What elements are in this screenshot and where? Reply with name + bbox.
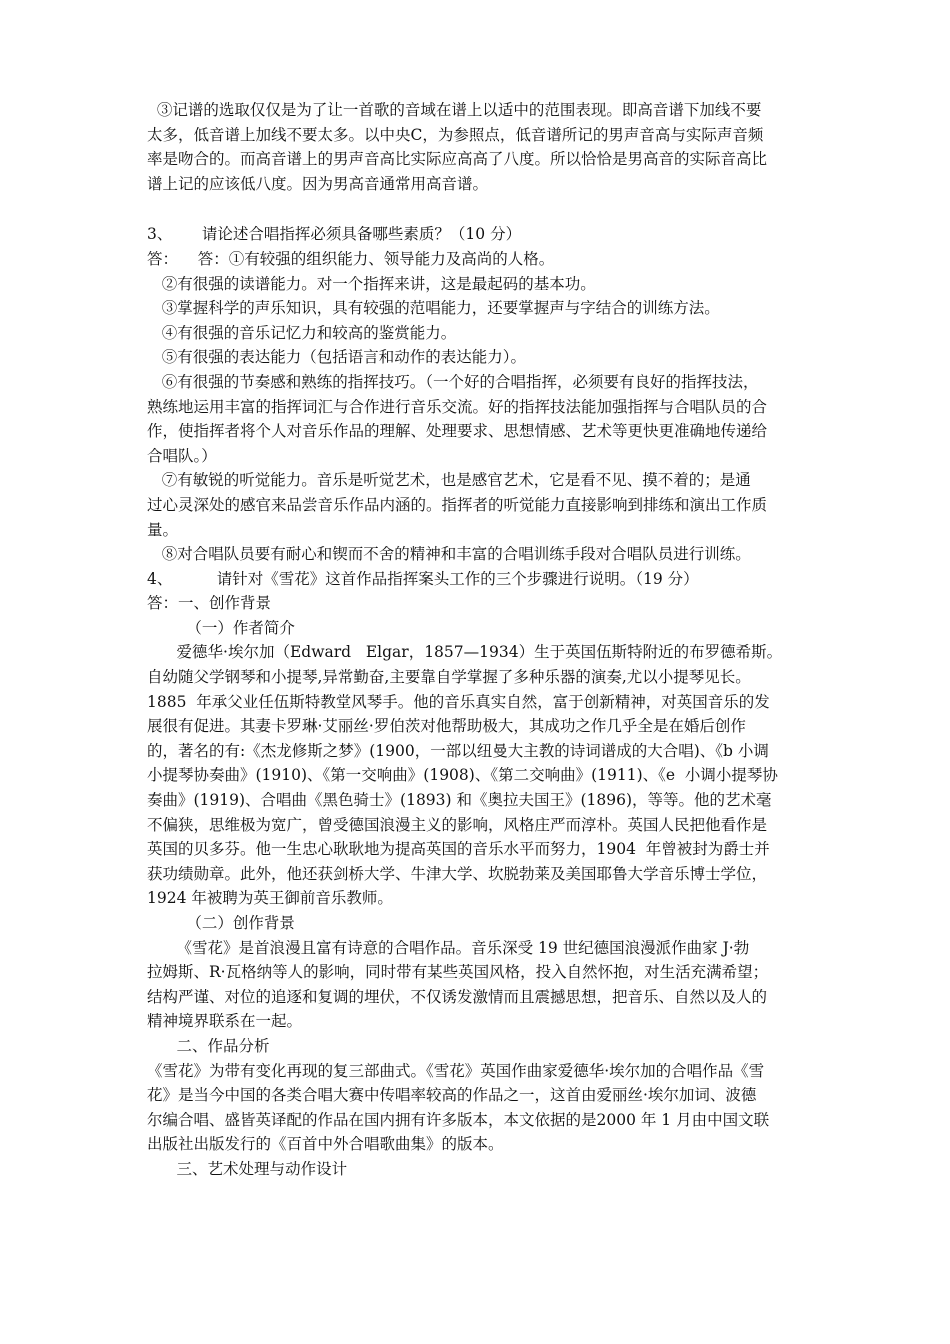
question-3-title: 3、 请论述合唱指挥必须具备哪些素质？（10 分） xyxy=(147,225,522,244)
answer-line: 1885 年承父业任伍斯特教堂风琴手。他的音乐真实自然，富于创新精神，对英国音乐的发 xyxy=(147,692,770,711)
answer-line: （一）作者简介 xyxy=(147,618,295,637)
text-line: ③记谱的选取仅仅是为了让一首歌的音域在谱上以适中的范围表现。即高音谱下加线不要 xyxy=(147,101,762,119)
answer-line: 合唱队。） xyxy=(147,446,217,465)
answer-line: 的，著名的有:《杰龙修斯之梦》(1900，一部以纽曼大主教的诗词谱成的大合唱)、《b 小调 xyxy=(147,741,769,760)
paragraph-gap xyxy=(147,196,827,222)
answer-line: ④有很强的音乐记忆力和较高的鉴赏能力。 xyxy=(147,323,457,342)
answer-line: 二、作品分析 xyxy=(147,1036,270,1055)
answer-line: 小提琴协奏曲》(1910)、《第一交响曲》(1908)、《第二交响曲》(1911)、《e 小调小提琴协 xyxy=(147,766,778,785)
answer-line: 英国的贝多芬。他一生忠心耿耿地为提高英国的音乐水平而努力，1904 年曾被封为爵士并 xyxy=(147,840,770,859)
answer-line: 花》是当今中国的各类合唱大赛中传唱率较高的作品之一，这首由爱丽丝·埃尔加词、波德 xyxy=(147,1086,757,1105)
question-3-block xyxy=(147,222,827,566)
question-4-title: 4、 请针对《雪花》这首作品指挥案头工作的三个步骤进行说明。（19 分） xyxy=(147,569,699,588)
answer-line: 1924 年被聘为英王御前音乐教师。 xyxy=(147,889,393,908)
answer-line: ⑦有敏锐的听觉能力。音乐是听觉艺术，也是感官艺术，它是看不见、摸不着的；是通 xyxy=(147,471,751,490)
answer-line: 不偏狭，思维极为宽广，曾受德国浪漫主义的影响，风格庄严而淳朴。英国人民把他看作是 xyxy=(147,815,768,834)
answer-line: 展很有促进。其妻卡罗琳·艾丽丝·罗伯茨对他帮助极大，其成功之作几乎全是在婚后创作 xyxy=(147,717,746,736)
answer-line: ⑤有很强的表达能力（包括语言和动作的表达能力）。 xyxy=(147,348,527,367)
question-4-block xyxy=(147,567,827,1182)
answer-line: 答：一、创作背景 xyxy=(147,594,272,613)
answer-line: 拉姆斯、R·瓦格纳等人的影响，同时带有某些英国风格，投入自然怀抱，对生活充满希望； xyxy=(147,963,769,982)
answer-line: （二）创作背景 xyxy=(147,914,295,932)
answer-line: 结构严谨、对位的追逐和复调的埋伏，不仅诱发激情而且震撼思想，把音乐、自然以及人的 xyxy=(147,987,768,1006)
document-page xyxy=(147,98,827,1182)
answer-line: 熟练地运用丰富的指挥词汇与合作进行音乐交流。好的指挥技法能加强指挥与合唱队员的合 xyxy=(147,397,768,416)
answer-line: 《雪花》是首浪漫且富有诗意的合唱作品。音乐深受 19 世纪德国浪漫派作曲家 J·勃 xyxy=(147,938,750,957)
answer-line: 作，使指挥者将个人对音乐作品的理解、处理要求、思想情感、艺术等更快更准确地传递给 xyxy=(147,422,768,441)
answer-line: 获功绩勋章。此外，他还获剑桥大学、牛津大学、坎脱勃莱及美国耶鲁大学音乐博士学位， xyxy=(147,864,768,883)
answer-line: ③掌握科学的声乐知识，具有较强的范唱能力，还要掌握声与字结合的训练方法。 xyxy=(147,299,720,318)
text-line: 太多，低音谱上加线不要太多。以中央C，为参照点，低音谱所记的男声音高与实际声音频 xyxy=(147,125,764,144)
answer-line: ⑥有很强的节奏感和熟练的指挥技巧。（一个好的合唱指挥，必须要有良好的指挥技法， xyxy=(147,372,759,391)
paragraph-notation-explanation xyxy=(147,98,827,196)
answer-line: 爱德华·埃尔加（Edward Elgar，1857—1934）生于英国伍斯特附近的布罗德希斯。 xyxy=(147,643,783,662)
answer-line: 三、艺术处理与动作设计 xyxy=(147,1159,348,1178)
answer-line: 奏曲》(1919)、合唱曲《黑色骑士》(1893) 和《奥拉夫国王》(1896)，等等。他的艺术毫 xyxy=(147,791,772,810)
answer-line: 过心灵深处的感官来品尝音乐作品内涵的。指挥者的听觉能力直接影响到排练和演出工作质 xyxy=(147,495,768,514)
text-line: 率是吻合的。而高音谱上的男声音高比实际应高高了八度。所以恰恰是男高音的实际音高比 xyxy=(147,150,768,169)
answer-line: 自幼随父学钢琴和小提琴,异常勤奋,主要靠自学掌握了多种乐器的演奏,尤以小提琴见长。 xyxy=(147,668,751,687)
answer-line: ②有很强的读谱能力。对一个指挥来讲，这是最起码的基本功。 xyxy=(147,274,596,293)
answer-line: 精神境界联系在一起。 xyxy=(147,1012,303,1031)
answer-line: ⑧对合唱队员要有耐心和锲而不舍的精神和丰富的合唱训练手段对合唱队员进行训练。 xyxy=(147,545,751,564)
answer-line: 《雪花》为带有变化再现的复三部曲式。《雪花》英国作曲家爱德华·埃尔加的合唱作品《雪 xyxy=(147,1061,765,1080)
answer-line: 量。 xyxy=(147,520,179,539)
answer-line: 答： 答：①有较强的组织能力、领导能力及高尚的人格。 xyxy=(147,249,555,268)
answer-line: 出版社出版发行的《百首中外合唱歌曲集》的版本。 xyxy=(147,1135,504,1154)
answer-line: 尔编合唱、盛皆英译配的作品在国内拥有许多版本，本文依据的是2000 年 1 月由中国文联 xyxy=(147,1110,770,1129)
text-line: 谱上记的应该低八度。因为男高音通常用高音谱。 xyxy=(147,174,489,193)
